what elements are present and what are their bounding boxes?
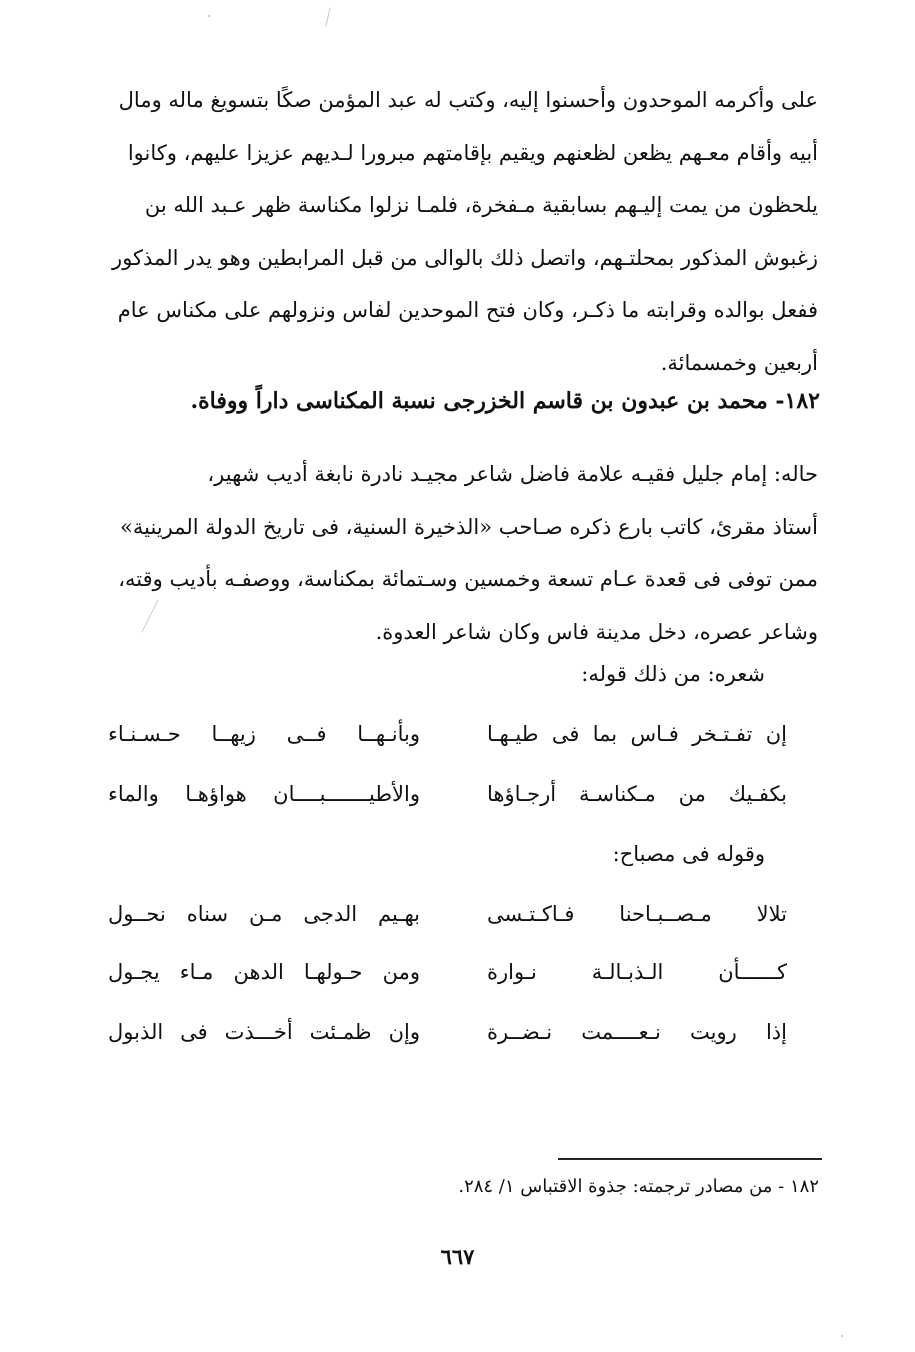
text-line: ممن توفى فى قعدة عـام تسعة وخمسين وسـتمائة بمكناسة، ووصفـه بأديب وقته،: [118, 567, 818, 591]
body-paragraph-2: [78, 448, 818, 658]
page-number: ٦٦٧: [440, 1244, 475, 1269]
poem-intro: وقوله فى مصباح:: [612, 842, 765, 866]
text-line: وشاعر عصره، دخل مدينة فاس وكان شاعر العدوة.: [375, 619, 818, 644]
verse-second-hemistich: بهـيم الدجى مـن سناه نحــول: [108, 902, 420, 926]
text-line: على وأكرمه الموحدون وأحسنوا إليه، وكتب له عبد المؤمن صكًا بتسويغ ماله ومال: [118, 88, 818, 112]
speck-line: [326, 8, 330, 26]
verse-second-hemistich: وإن ظمـئت أخـــذت فى الذبول: [108, 1020, 420, 1044]
text-line: زغبوش المذكور بمحلتـهم، واتصل ذلك بالوالى من قبل المرابطين وهو يدر المذكور: [112, 245, 818, 270]
verse-second-hemistich: والأطيـــــــبــــان هواؤهـا والماء: [108, 782, 420, 806]
poem-intro: شعره: من ذلك قوله:: [581, 662, 765, 686]
verse-first-hemistich: إن تفـتـخر فـاس بما فى طيـهـا: [487, 722, 787, 746]
text-line: أربعين وخمسمائة.: [660, 350, 818, 375]
text-line: حاله: إمام جليل فقيـه علامة فاضل شاعر مجيـد نادرة نابغة أديب شهير،: [207, 462, 818, 486]
speck: [841, 1335, 843, 1337]
footnote: ١٨٢ - من مصادر ترجمته: جذوة الاقتباس ١/ ٢٨٤.: [458, 1176, 819, 1197]
footnote-divider: [558, 1158, 822, 1160]
speck: [208, 15, 210, 17]
text-line: أبيه وأقام معـهم يظعن لظعنهم ويقيم بإقامتهم مبرورا لـديهم عزيزا عليهم، وكانوا: [127, 140, 818, 165]
body-paragraph-1: [78, 74, 818, 389]
verse-second-hemistich: وبأنـهــا فــى زيهــا حـسـنـاء: [108, 722, 420, 746]
verse-second-hemistich: ومن حـولهـا الدهن مـاء يجـول: [108, 960, 420, 984]
verse-first-hemistich: بكفـيك من مـكناسـة أرجـاؤها: [487, 782, 787, 806]
verse-first-hemistich: إذا رويت نـعــــمت نـضــرة: [487, 1020, 787, 1044]
text-line: أستاذ مقرئ، كاتب بارع ذكره صـاحب «الذخيرة السنية، فى تاريخ الدولة المرينية»: [120, 514, 818, 539]
verse-first-hemistich: كــــــأن الـذبـالـة نـوارة: [487, 960, 787, 984]
text-line: يلحظون من يمت إليـهم بسابقية مـفخرة، فلمـا نزلوا مكناسة ظهر عـبد الله بن: [144, 193, 818, 217]
entry-heading: ١٨٢- محمد بن عبدون بن قاسم الخزرجى نسبة المكناسى داراً ووفاة.: [190, 388, 820, 414]
verse-first-hemistich: تلالا مـصــبـاحنا فـاكـتـسى: [487, 902, 787, 926]
text-line: ففعل بوالده وقرابته ما ذكـر، وكان فتح الموحدين لفاس ونزولهم على مكناس عام: [117, 298, 818, 322]
